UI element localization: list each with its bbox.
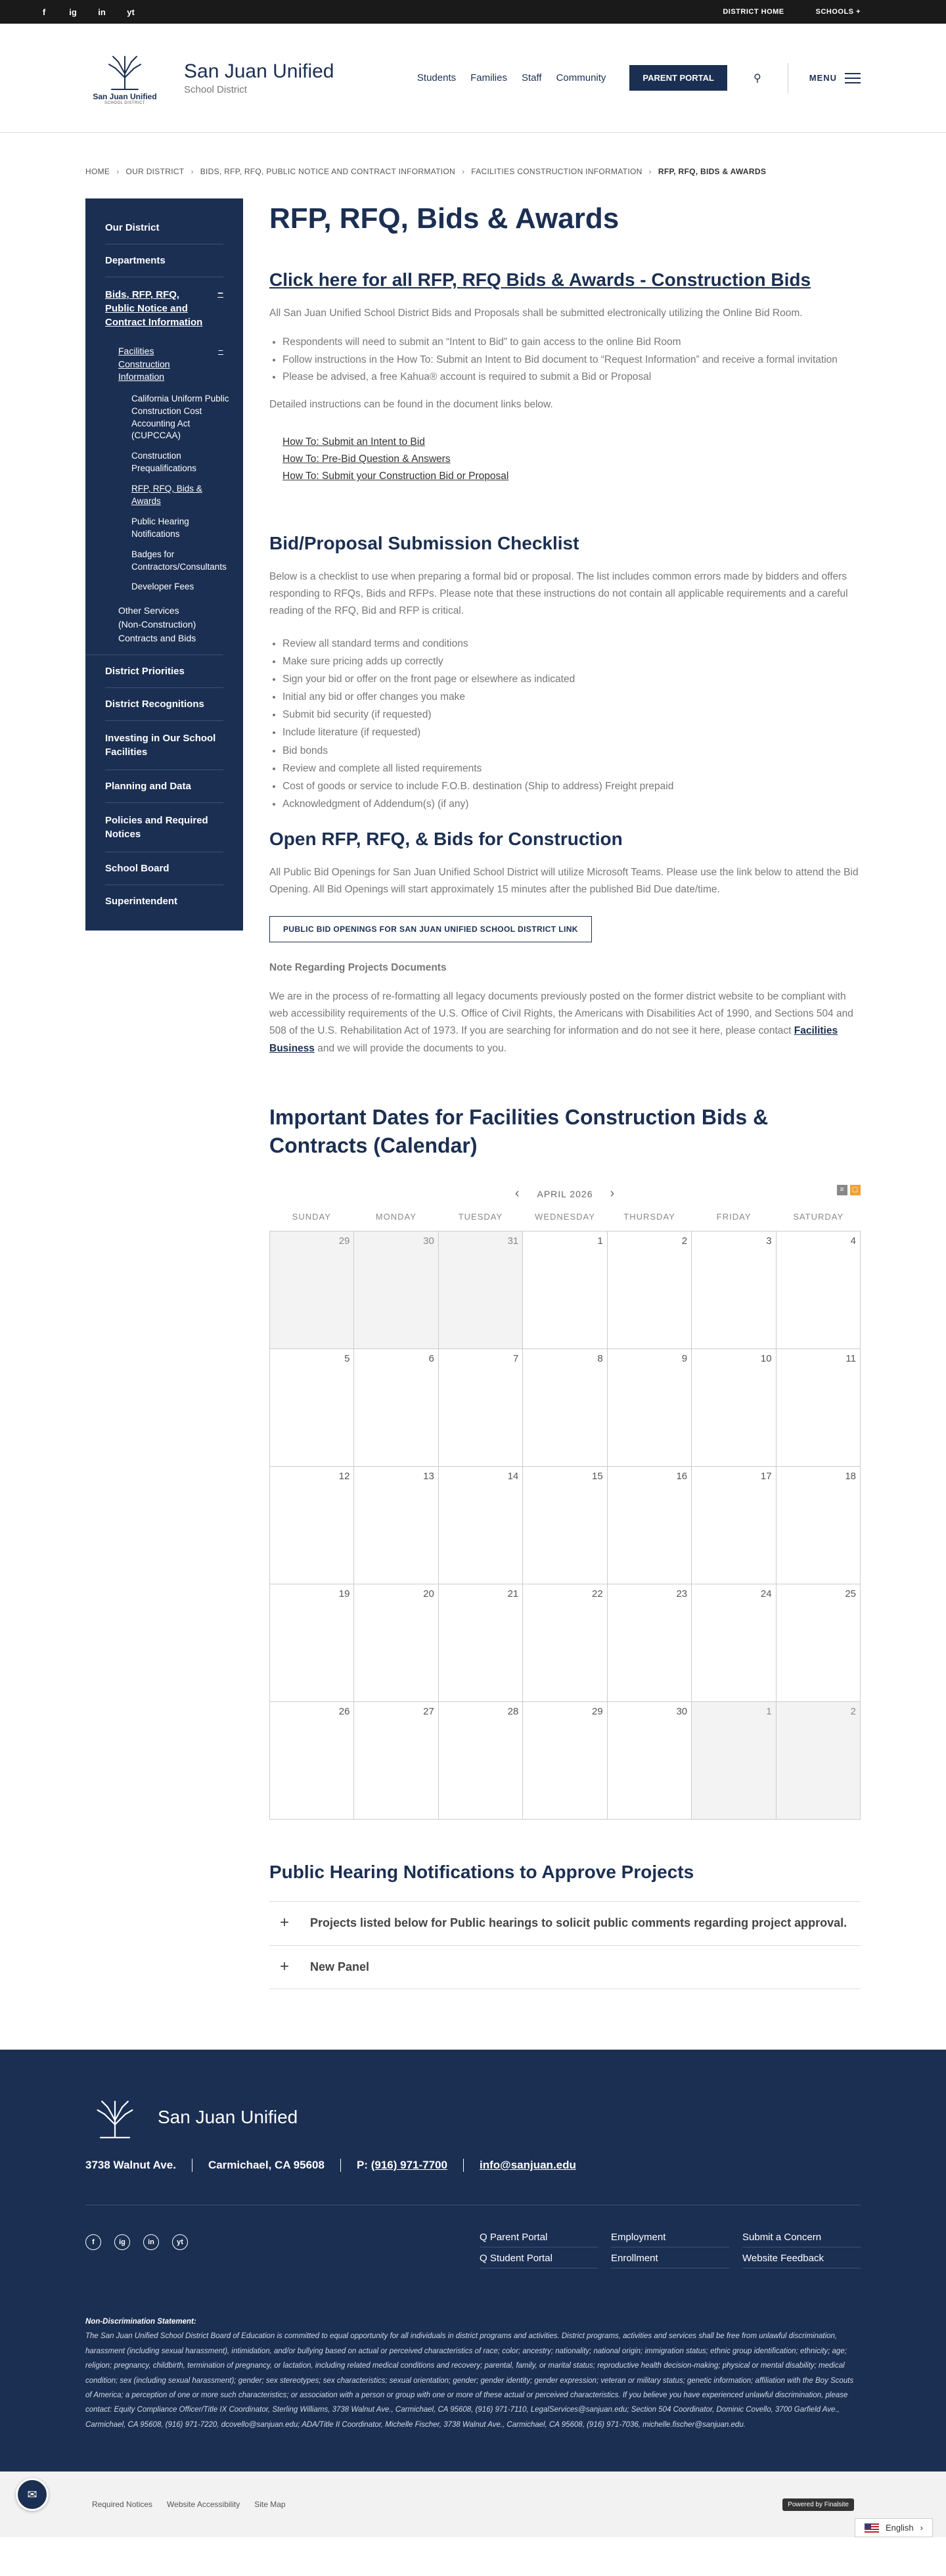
footer-social	[85, 2234, 188, 2268]
site-header	[0, 24, 946, 133]
email-link[interactable]: info@sanjuan.edu	[479, 2158, 576, 2171]
search-icon[interactable]: ⚲	[754, 72, 761, 84]
utility-bar	[0, 0, 946, 24]
calendar-day[interactable]: 2	[608, 1231, 692, 1349]
calendar-day[interactable]: 25	[777, 1584, 861, 1702]
nav-students[interactable]: Students	[417, 72, 457, 83]
sidebar-item-badges[interactable]: Badges for Contractors/Consultants	[131, 549, 227, 572]
parent-portal-button[interactable]: PARENT PORTAL	[629, 65, 727, 91]
calendar-day[interactable]: 30	[608, 1702, 692, 1820]
intro-text: All San Juan Unified School District Bids and Proposals shall be submitted electronically utilizing the Online Bid Room.	[269, 308, 803, 319]
doc-link-intent[interactable]: How To: Submit an Intent to Bid	[282, 436, 425, 448]
bid-openings-button[interactable]: PUBLIC BID OPENINGS FOR SAN JUAN UNIFIED SCHOOL DISTRICT LINK	[269, 916, 592, 942]
sidebar-item-school-board[interactable]: School Board	[105, 852, 223, 885]
calendar-day[interactable]: 21	[439, 1584, 523, 1702]
tree-logo-icon	[99, 51, 151, 91]
intro-bullets	[282, 334, 861, 386]
sidebar-item-policies[interactable]: Policies and Required Notices	[105, 803, 223, 852]
language-selector[interactable]	[855, 2518, 933, 2537]
tree-logo-icon	[85, 2096, 145, 2139]
doc-link-submit[interactable]: How To: Submit your Construction Bid or Proposal	[282, 471, 509, 482]
next-month-button[interactable]: ›	[610, 1186, 616, 1201]
chevron-right-icon: ›	[461, 167, 465, 176]
calendar-day[interactable]: 29	[523, 1702, 607, 1820]
main-nav	[417, 63, 861, 93]
district-home-link[interactable]: DISTRICT HOME	[723, 8, 784, 16]
calendar-day[interactable]: 30	[354, 1231, 438, 1349]
legal-heading: Non-Discrimination Statement:	[85, 2317, 196, 2326]
breadcrumb-our-district[interactable]: OUR DISTRICT	[125, 167, 185, 176]
phone-label: P:	[356, 2158, 368, 2171]
nav-community[interactable]: Community	[556, 72, 606, 83]
calendar-day[interactable]: 13	[354, 1467, 438, 1584]
sidebar-item-planning[interactable]: Planning and Data	[105, 770, 223, 803]
footer-link-employment[interactable]: Employment	[611, 2226, 729, 2247]
calendar-weekdays	[269, 1212, 861, 1222]
sidebar-item-our-district[interactable]: Our District	[105, 212, 223, 244]
doc-link-qa[interactable]: How To: Pre-Bid Question & Answers	[282, 453, 451, 465]
breadcrumb-current: RFP, RFQ, BIDS & AWARDS	[658, 167, 767, 176]
list-item: • Acknowledgment of Addendum(s) (if any)	[282, 795, 861, 813]
calendar-day[interactable]: 15	[523, 1467, 607, 1584]
logo-text: San Juan Unified	[93, 91, 157, 101]
calendar-day[interactable]: 29	[270, 1231, 354, 1349]
calendar-day[interactable]: 28	[439, 1702, 523, 1820]
list-item: • Submit bid security (if requested)	[282, 706, 861, 724]
linkedin-icon[interactable]: in	[143, 2234, 159, 2250]
list-item: • Please be advised, a free Kahua® account is required to submit a Bid or Proposal	[282, 369, 861, 386]
chevron-right-icon: ›	[116, 167, 120, 176]
document-links	[282, 434, 861, 486]
powered-by-badge[interactable]: Powered by Finalsite	[782, 2498, 854, 2511]
language-label: English	[886, 2523, 914, 2533]
accordion-panel[interactable]	[269, 1902, 861, 1945]
footer-link-submit-concern[interactable]: Submit a Concern	[742, 2226, 861, 2247]
checklist-intro: Below is a checklist to use when preparing a formal bid or proposal. The list includes common errors made by bidders and offers responding to RFQs, Bids and RFPs. Please note that these instructions do not contain all applicable requirements and a careful reading of the RFQ, Bid and RFP is critical.	[269, 570, 848, 617]
breadcrumb-bids[interactable]: BIDS, RFP, RFQ, PUBLIC NOTICE AND CONTRACT INFORMATION	[200, 167, 455, 176]
calendar-day[interactable]: 11	[777, 1349, 861, 1467]
sidebar-item-priorities[interactable]: District Priorities	[105, 655, 223, 688]
weekday-label: MONDAY	[375, 1212, 417, 1222]
footer-link-required-notices[interactable]: Required Notices	[92, 2500, 153, 2510]
calendar-day[interactable]: 18	[777, 1467, 861, 1584]
footer-city: Carmichael, CA 95608	[192, 2159, 340, 2172]
footer-link-accessibility[interactable]: Website Accessibility	[167, 2500, 240, 2510]
list-item: • Respondents will need to submit an “Intent to Bid” to gain access to the online Bid Room	[282, 334, 861, 351]
phone-link[interactable]: (916) 971-7700	[371, 2158, 447, 2171]
plus-icon[interactable]: +	[280, 1914, 290, 1932]
page-title: RFP, RFQ, Bids & Awards	[269, 202, 619, 235]
list-item: • Bid bonds	[282, 742, 861, 760]
note-end: and we will provide the documents to you.	[317, 1042, 507, 1054]
calendar-day[interactable]: 14	[439, 1467, 523, 1584]
footer-link-enrollment[interactable]: Enrollment	[611, 2247, 729, 2268]
instagram-icon[interactable]: ig	[114, 2234, 130, 2250]
calendar-day[interactable]: 6	[354, 1349, 438, 1467]
breadcrumb-facilities[interactable]: FACILITIES CONSTRUCTION INFORMATION	[471, 167, 642, 176]
sidebar-item-developer-fees[interactable]: Developer Fees	[131, 582, 194, 592]
non-discrimination-statement	[85, 2314, 861, 2432]
menu-label: MENU	[809, 73, 837, 83]
instagram-icon[interactable]: ig	[69, 7, 77, 17]
nav-families[interactable]: Families	[470, 72, 507, 83]
weekday-label: WEDNESDAY	[535, 1212, 595, 1222]
sidebar-item-cupccaa[interactable]: California Uniform Public Construction Cost Accounting Act (CUPCCAA)	[131, 393, 229, 441]
calendar-day[interactable]: 2	[777, 1702, 861, 1820]
calendar-day[interactable]: 9	[608, 1349, 692, 1467]
site-footer	[0, 2050, 946, 2537]
chat-icon[interactable]: ✉	[16, 2478, 49, 2511]
facebook-icon[interactable]: f	[42, 7, 46, 17]
brand-subtitle: School District	[184, 84, 247, 95]
detail-text: Detailed instructions can be found in the document links below.	[269, 399, 553, 411]
chevron-right-icon: ›	[648, 167, 652, 176]
plus-icon[interactable]: +	[280, 1957, 290, 1975]
footer-links	[480, 2226, 861, 2268]
nav-staff[interactable]: Staff	[521, 72, 542, 83]
brand-name: San Juan Unified	[184, 60, 334, 82]
open-bids-text: All Public Bid Openings for San Juan Unified School District will utilize Microsoft Teams. Please use the link below to attend the Bid Opening. All Bid Openings will start approximately 15 minutes after the published Bid Due date/time.	[269, 867, 859, 896]
sidebar-item-rfp-bids-awards[interactable]: RFP, RFQ, Bids & Awards	[131, 484, 202, 507]
footer-link-feedback[interactable]: Website Feedback	[742, 2247, 861, 2268]
footer-bottom-bar	[0, 2472, 946, 2537]
sidebar-item-facilities[interactable]	[85, 340, 243, 389]
checklist-heading: Bid/Proposal Submission Checklist	[269, 532, 579, 553]
section-sidebar	[85, 198, 243, 931]
calendar-header	[269, 1186, 861, 1201]
calendar-day[interactable]: 8	[523, 1349, 607, 1467]
calendar-day[interactable]: 22	[523, 1584, 607, 1702]
calendar-day[interactable]: 4	[777, 1231, 861, 1349]
list-item: • Review and complete all listed requirements	[282, 760, 861, 777]
list-item: • Include literature (if requested)	[282, 724, 861, 741]
list-item: • Review all standard terms and conditions	[282, 635, 861, 653]
list-item: • Initial any bid or offer changes you make	[282, 688, 861, 706]
calendar-day[interactable]: 17	[692, 1467, 776, 1584]
youtube-icon[interactable]: yt	[172, 2234, 188, 2250]
sidebar-item-recognitions[interactable]: District Recognitions	[105, 688, 223, 721]
weekday-label: FRIDAY	[716, 1212, 752, 1222]
weekday-label: TUESDAY	[458, 1212, 503, 1222]
social-links	[38, 7, 137, 17]
calendar-day[interactable]: 3	[692, 1231, 776, 1349]
menu-button[interactable]	[809, 73, 861, 83]
public-hearing-heading: Public Hearing Notifications to Approve Projects	[269, 1862, 694, 1883]
calendar-day[interactable]: 31	[439, 1231, 523, 1349]
accordion-title[interactable]: Projects listed below for Public hearings to solicit public comments regarding project approval.	[310, 1916, 847, 1930]
sidebar-item-superintendent[interactable]: Superintendent	[105, 896, 178, 908]
calendar-day[interactable]: 16	[608, 1467, 692, 1584]
calendar-day[interactable]: 1	[523, 1231, 607, 1349]
footer-email	[463, 2159, 592, 2172]
footer-contact	[85, 2159, 861, 2172]
breadcrumb-home[interactable]: HOME	[85, 167, 110, 176]
rss-icon[interactable]: ≡	[837, 1185, 847, 1195]
us-flag-icon	[865, 2523, 879, 2533]
chevron-right-icon: ›	[920, 2523, 923, 2533]
calendar-day[interactable]: 26	[270, 1702, 354, 1820]
footer-link-student-portal[interactable]: Q Student Portal	[480, 2247, 598, 2268]
sidebar-item-prequalifications[interactable]: Construction Prequalifications	[131, 451, 197, 474]
calendar-day[interactable]: 19	[270, 1584, 354, 1702]
calendar-day[interactable]: 1	[692, 1702, 776, 1820]
construction-bids-link[interactable]: Click here for all RFP, RFQ Bids & Awards - Construction Bids	[269, 269, 811, 290]
footer-link-sitemap[interactable]: Site Map	[254, 2500, 286, 2510]
calendar-day[interactable]: 24	[692, 1584, 776, 1702]
calendar-heading: Important Dates for Facilities Construction Bids & Contracts (Calendar)	[269, 1105, 769, 1158]
footer-logo[interactable]	[85, 2096, 861, 2139]
weekday-label: SUNDAY	[292, 1212, 331, 1222]
calendar-day[interactable]: 27	[354, 1702, 438, 1820]
prev-month-button[interactable]: ‹	[514, 1186, 520, 1201]
checklist	[282, 635, 861, 813]
footer-phone	[340, 2159, 463, 2172]
collapse-icon[interactable]: −	[217, 288, 223, 299]
breadcrumb	[0, 167, 946, 176]
schools-dropdown[interactable]: SCHOOLS +	[815, 8, 861, 16]
list-item: • Make sure pricing adds up correctly	[282, 653, 861, 670]
legal-text: The San Juan Unified School District Board of Education is committed to equal opportunity for all individuals in district programs and activities. District programs, activities and services shall be free from unlawful discrimination, harassment (including sexual harassment), intimidation, and/or bullying based on actual or perceived characteristics of race; color; ancestry; nationality; national origin; immigration status; ethnic group identification; ethnicity; age; religion; pregnancy, childbirth, termination of pregnancy, or lactation, including related medical conditions and recovery; parental, family, or marital status; reproductive health decision-making; physical or mental disability; medical condition; sex (including sexual harassment); gender; sex stereotypes; sex characteristics; sexual orientation; gender; gender identity; gender expression; veteran or military status; genetic information; affiliation with the Boy Scouts of America; a perception of one or more such characteristics; or association with a person or group with one or more of these actual or perceived characteristics. If you believe you have experienced unlawful discrimination, please contact: Equity Compliance Officer/Title IX Coordinator, Sterling Williams, 3738 Walnut Ave., Carmichael, CA 95608, (916) 971-7110, LegalServices@sanjuan.edu; Section 504 Coordinator, Dominic Covello, 3700 Garfield Ave., Carmichael, CA 95608, (916) 971-7220, dcovello@sanjuan.edu; ADA/Title II Coordinator, Michelle Fischer, 3738 Walnut Ave., Carmichael, CA 95608, (916) 971-7036, michelle.fischer@sanjuan.edu.	[85, 2332, 854, 2429]
sidebar-item-public-hearing[interactable]: Public Hearing Notifications	[131, 516, 189, 539]
collapse-icon[interactable]: −	[217, 345, 223, 356]
sidebar-item-departments[interactable]: Departments	[105, 244, 223, 277]
weekday-label: SATURDAY	[793, 1212, 844, 1222]
facebook-icon[interactable]: f	[85, 2234, 101, 2250]
logo-subtext: SCHOOL DISTRICT	[104, 101, 145, 105]
accordion-panel[interactable]	[269, 1946, 861, 1989]
list-item: • Cost of goods or service to include F.O.B. destination (Ship to address) Freight prepaid	[282, 777, 861, 795]
accordion	[269, 1901, 861, 1989]
footer-brand: San Juan Unified	[158, 2106, 298, 2127]
calendar-day[interactable]: 20	[354, 1584, 438, 1702]
list-item: • Sign your bid or offer on the front page or elsewhere as indicated	[282, 670, 861, 688]
note-body: We are in the process of re-formatting all legacy documents previously posted on the former district website to be compliant with web accessibility requirements of the U.S. Office of Civil Rights, the Americans with Disabilities Act of 1990, and Sections 504 and 508 of the U.S. Rehabilitation Act of 1973. If you are searching for information and do not see it here, please contact	[269, 990, 853, 1037]
sidebar-item-label: Bids, RFP, RFQ, Public Notice and Contract Information	[105, 289, 203, 328]
note-heading: Note Regarding Projects Documents	[269, 961, 447, 973]
calendar-day[interactable]: 12	[270, 1467, 354, 1584]
youtube-icon[interactable]: yt	[127, 7, 135, 17]
list-item: • Follow instructions in the How To: Submit an Intent to Bid document to “Request Information” and receive a formal invitation	[282, 352, 861, 369]
calendar-day[interactable]: 10	[692, 1349, 776, 1467]
facilities-business-link[interactable]: Facilities Business	[269, 1025, 838, 1054]
sidebar-item-investing[interactable]: Investing in Our School Facilities	[105, 721, 223, 770]
footer-address: 3738 Walnut Ave.	[85, 2158, 176, 2171]
calendar-grid	[269, 1231, 861, 1820]
footer-link-parent-portal[interactable]: Q Parent Portal	[480, 2226, 598, 2247]
site-logo[interactable]	[85, 49, 334, 108]
main-content	[269, 198, 861, 1989]
hamburger-icon	[845, 73, 861, 83]
open-bids-heading: Open RFP, RFQ, & Bids for Construction	[269, 829, 623, 850]
accordion-title[interactable]: New Panel	[310, 1960, 370, 1973]
linkedin-icon[interactable]: in	[98, 7, 106, 17]
calendar-day[interactable]: 7	[439, 1349, 523, 1467]
note-text	[269, 988, 861, 1057]
calendar-month: APRIL 2026	[537, 1188, 593, 1199]
calendar-day[interactable]: 5	[270, 1349, 354, 1467]
ical-icon[interactable]: ▢	[850, 1185, 861, 1195]
weekday-label: THURSDAY	[623, 1212, 675, 1222]
chevron-right-icon: ›	[191, 167, 194, 176]
sidebar-item-bids[interactable]	[85, 277, 243, 340]
sidebar-item-other-services[interactable]: Other Services (Non-Construction) Contracts and Bids	[85, 597, 223, 655]
calendar-day[interactable]: 23	[608, 1584, 692, 1702]
sidebar-item-label: Facilities Construction Information	[118, 346, 170, 382]
